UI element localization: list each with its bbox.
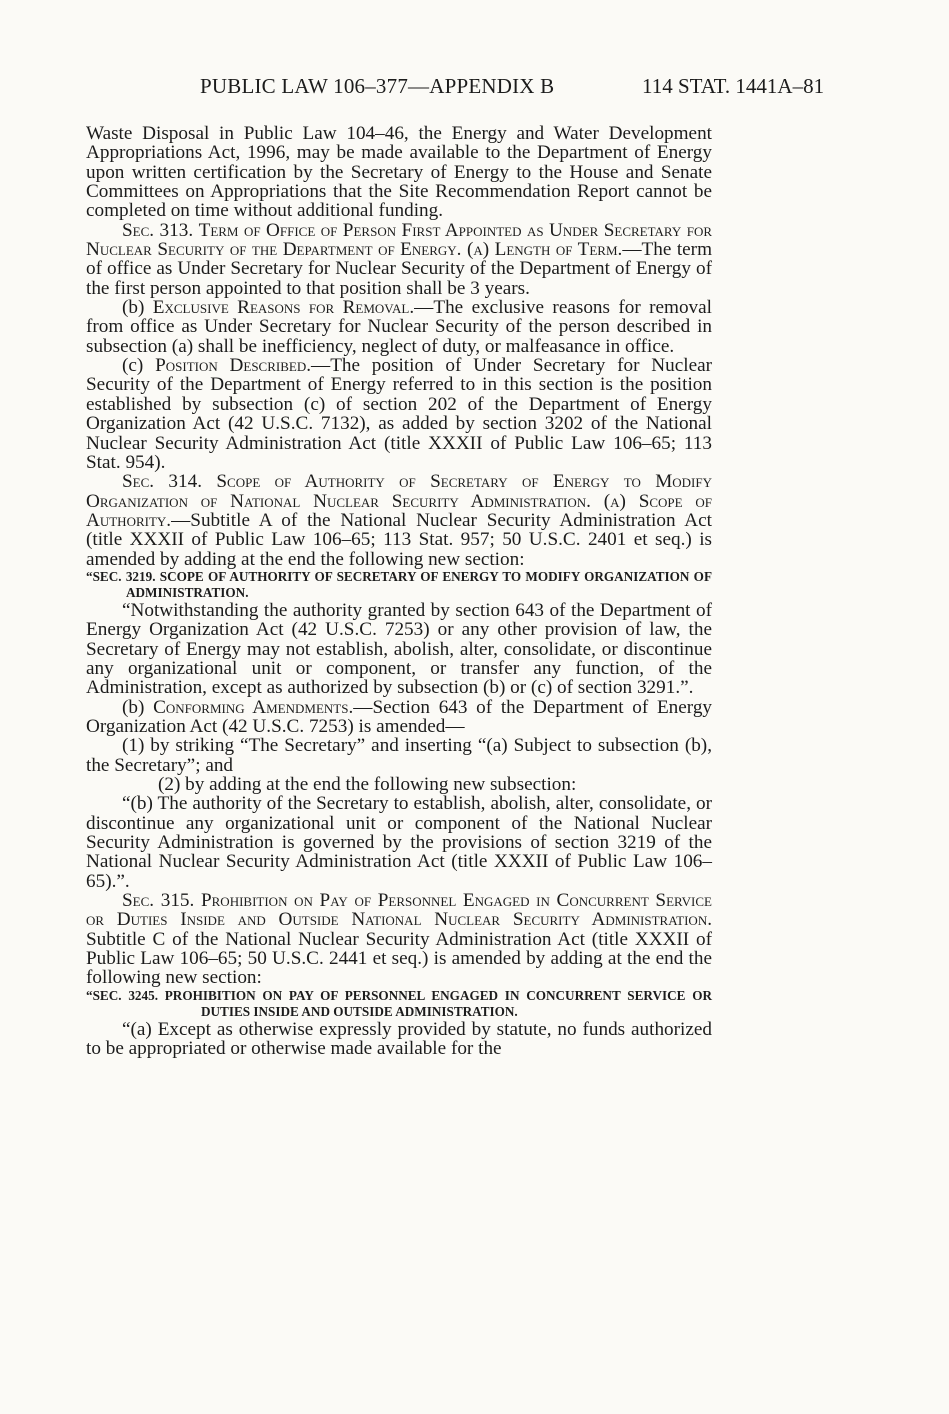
section-314-heading: Scope of Authority of Secretary of Energy to Modify Organization of National Nuclear Security Administration. (86, 471, 712, 512)
section-313-c-heading: Position Described. (155, 355, 312, 377)
section-313-heading: Term of Office of Person First Appointed as Under Secretary for Nuclear Security of the Department of Energy. (86, 219, 713, 261)
section-3245-text: “(a) Except as otherwise expressly provided by statute, no funds authorized to be appropriated or otherwise made available for the (86, 1018, 712, 1060)
page-header (0, 74, 949, 104)
section-313-b (86, 298, 712, 356)
section-3219-heading: “SEC. 3219. SCOPE OF AUTHORITY OF SECRETARY OF ENERGY TO MODIFY ORGANIZATION OF ADMINISTRATION. (86, 568, 712, 600)
section-313-b-label: (b) (122, 297, 153, 319)
running-title: PUBLIC LAW 106–377—APPENDIX B (200, 74, 555, 98)
section-315-text: Subtitle C of the National Nuclear Security Administration Act (title XXXII of Public Law 106–65; 50 U.S.C. 2441 et seq.) is amended by adding at the end the following new section: (86, 928, 712, 989)
section-314-b (86, 698, 712, 737)
section-314-b-label: (b) (122, 696, 154, 718)
statute-citation: 114 STAT. 1441A–81 (642, 74, 825, 98)
section-313-a-heading: (a) Length of Term. (466, 239, 623, 261)
section-315-heading: Prohibition on Pay of Personnel Engaged in Concurrent Service or Duties Inside and Outside National Nuclear Security Administration. (86, 890, 712, 931)
section-313-c-label: (c) (122, 355, 156, 377)
section-313-c (86, 356, 712, 472)
section-315 (86, 891, 712, 988)
section-315-number: Sec. 315. (122, 890, 195, 912)
paragraph-continuation: Waste Disposal in Public Law 104–46, the Energy and Water Development Appropriations Act, 1996, may be made available to the Department of Energy upon written certification by the Secretary of Energy to the House and Senate Committees on Appropriations that the Site Recommendation Report cannot be completed on time without additional funding. (86, 123, 712, 222)
section-314-b-heading: Conforming Amendments. (153, 696, 354, 718)
amendment-item-2: (2) by adding at the end the following new subsection: (158, 774, 577, 795)
amendment-item-1 (50, 736, 712, 775)
body-text (86, 124, 712, 1058)
section-314 (86, 472, 712, 569)
section-314-b-text: —Section 643 of the Department of Energy Organization Act (42 U.S.C. 7253) is amended— (86, 696, 713, 737)
quoted-subsection-b: “(b) The authority of the Secretary to establish, abolish, alter, consolidate, or discontinue any organizational unit or component of the National Nuclear Security Administration is governed by the provisions of section 3219 of the National Nuclear Security Administration Act (title XXXII of Public Law 106–65).”. (86, 793, 712, 892)
section-313-c-text: —The position of Under Secretary for Nuclear Security of the Department of Energy referred to in this section is the position established by subsection (c) of section 202 of the Department of Energy Organization Act (42 U.S.C. 7132), as added by section 3202 of the National Nuclear Security Administration Act (title XXXII of Public Law 106–65; 113 Stat. 954). (86, 355, 712, 473)
amendment-item-1-text: (1) by striking “The Secretary” and inserting “(a) Subject to subsection (b), the Secretary”; and (86, 735, 712, 776)
section-313-a-text: —The term of office as Under Secretary for Nuclear Security of the Department of Energy of the first person appointed to that position shall be 3 years. (86, 239, 712, 299)
section-313-number: Sec. 313. (122, 219, 194, 241)
section-313-b-heading: Exclusive Reasons for Removal. (152, 297, 415, 319)
section-314-a-heading: (a) Scope of Authority. (86, 490, 713, 531)
section-3219-text: “Notwithstanding the authority granted by section 643 of the Department of Energy Organization Act (42 U.S.C. 7253) or any other provision of law, the Secretary of Energy may not establish, abolish, alter, consolidate, or discontinue any organizational unit or component, or transfer any function, of the Administration, except as authorized by subsection (b) or (c) of section 3291.”. (86, 599, 712, 699)
section-3245-heading: “SEC. 3245. PROHIBITION ON PAY OF PERSONNEL ENGAGED IN CONCURRENT SERVICE OR DUTIES INSIDE AND OUTSIDE ADMINISTRATION. (86, 987, 712, 1019)
section-313 (86, 221, 712, 298)
section-313-b-text: —The exclusive reasons for removal from office as Under Secretary for Nuclear Security of the person described in subsection (a) shall be inefficiency, neglect of duty, or malfeasance in office. (86, 297, 713, 357)
section-314-a-text: —Subtitle A of the National Nuclear Security Administration Act (title XXXII of Public Law 106–65; 113 Stat. 957; 50 U.S.C. 2401 et seq.) is amended by adding at the end the following new section: (86, 509, 712, 570)
section-314-number: Sec. 314. (122, 471, 203, 493)
